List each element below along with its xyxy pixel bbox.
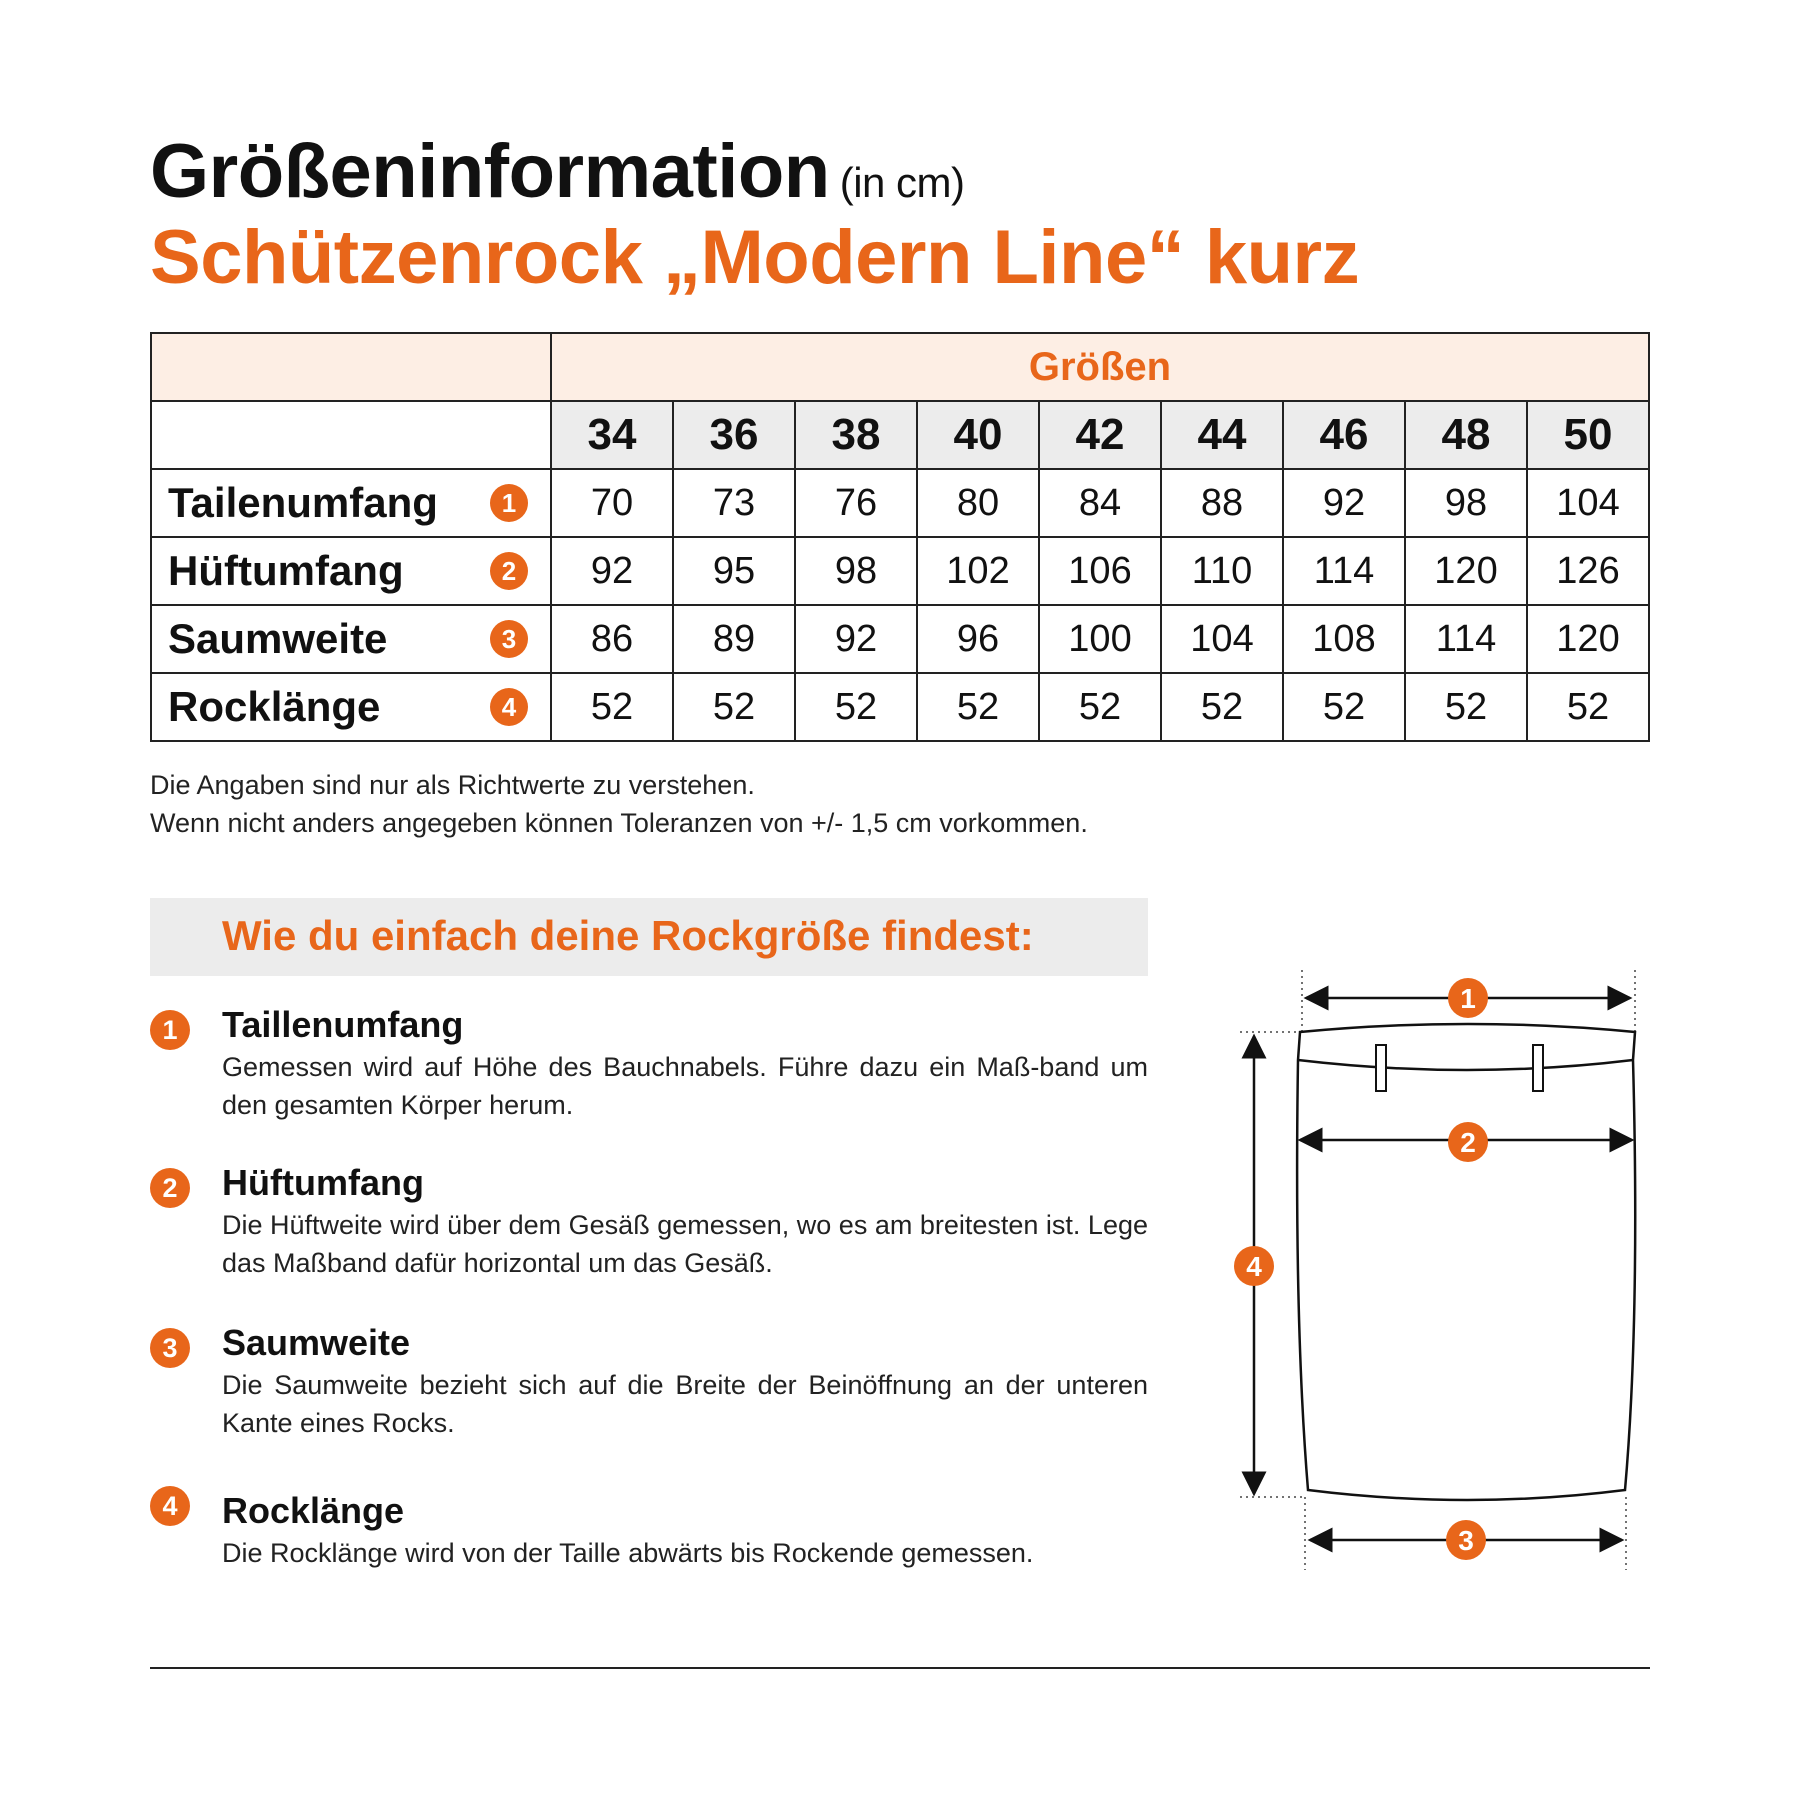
title-unit: (in cm) xyxy=(839,159,965,206)
row-label-text: Saumweite xyxy=(168,615,388,662)
table-cell: 104 xyxy=(1527,469,1649,537)
table-cell: 96 xyxy=(917,605,1039,673)
table-cell: 120 xyxy=(1527,605,1649,673)
marker-1-icon xyxy=(1448,978,1488,1018)
row-label-text: Rocklänge xyxy=(168,683,381,730)
row-label-hem xyxy=(151,605,551,673)
size-table xyxy=(150,332,1650,742)
row-label-hip xyxy=(151,537,551,605)
number-badge-icon: 1 xyxy=(150,1010,190,1050)
number-badge-icon: 1 xyxy=(490,484,528,522)
number-badge-icon: 3 xyxy=(490,620,528,658)
skirt-diagram xyxy=(1220,960,1660,1580)
table-cell: 52 xyxy=(1405,673,1527,741)
table-cell: 106 xyxy=(1039,537,1161,605)
table-cell: 104 xyxy=(1161,605,1283,673)
row-label-waist xyxy=(151,469,551,537)
table-row xyxy=(151,537,1649,605)
table-cell: 88 xyxy=(1161,469,1283,537)
table-cell: 102 xyxy=(917,537,1039,605)
page-subtitle: Schützenrock „Modern Line“ kurz xyxy=(150,215,1360,300)
note-line-2: Wenn nicht anders angegeben können Toleranzen von +/- 1,5 cm vorkommen. xyxy=(150,808,1088,838)
table-cell: 98 xyxy=(1405,469,1527,537)
size-header-cell: 38 xyxy=(795,401,917,469)
table-cell: 80 xyxy=(917,469,1039,537)
size-header-cell: 48 xyxy=(1405,401,1527,469)
table-cell: 52 xyxy=(551,673,673,741)
table-row xyxy=(151,605,1649,673)
marker-3-icon xyxy=(1446,1520,1486,1560)
page-title xyxy=(150,128,965,215)
table-cell: 52 xyxy=(673,673,795,741)
header-empty-cell xyxy=(151,333,551,401)
skirt-outline xyxy=(1297,1024,1635,1500)
table-cell: 84 xyxy=(1039,469,1161,537)
howto-item-title: Hüftumfang xyxy=(222,1162,424,1203)
title-text: Größeninformation xyxy=(150,129,830,214)
howto-item-title: Saumweite xyxy=(222,1322,411,1363)
svg-text:2: 2 xyxy=(1460,1127,1476,1158)
table-cell: 92 xyxy=(551,537,673,605)
howto-item-title: Taillenumfang xyxy=(222,1004,464,1045)
row-label-length xyxy=(151,673,551,741)
table-cell: 73 xyxy=(673,469,795,537)
table-cell: 114 xyxy=(1405,605,1527,673)
table-cell: 110 xyxy=(1161,537,1283,605)
belt-loop-right xyxy=(1533,1045,1543,1091)
table-cell: 52 xyxy=(1039,673,1161,741)
size-header-cell: 34 xyxy=(551,401,673,469)
size-header-cell: 50 xyxy=(1527,401,1649,469)
table-row xyxy=(151,673,1649,741)
howto-title: Wie du einfach deine Rockgröße findest: xyxy=(222,912,1034,959)
table-cell: 52 xyxy=(795,673,917,741)
number-badge-icon: 4 xyxy=(490,688,528,726)
marker-2-icon xyxy=(1448,1122,1488,1162)
size-header-cell: 40 xyxy=(917,401,1039,469)
marker-4-icon xyxy=(1234,1246,1274,1286)
svg-text:1: 1 xyxy=(1460,983,1476,1014)
table-cell: 98 xyxy=(795,537,917,605)
table-cell: 126 xyxy=(1527,537,1649,605)
table-cell: 52 xyxy=(1527,673,1649,741)
sizes-group-header: Größen xyxy=(551,333,1649,401)
table-cell: 86 xyxy=(551,605,673,673)
table-cell: 108 xyxy=(1283,605,1405,673)
note-line-1: Die Angaben sind nur als Richtwerte zu verstehen. xyxy=(150,770,755,800)
size-header-cell: 44 xyxy=(1161,401,1283,469)
howto-item-title: Rocklänge xyxy=(222,1490,405,1531)
size-header-cell: 46 xyxy=(1283,401,1405,469)
number-badge-icon: 2 xyxy=(150,1168,190,1208)
table-cell: 120 xyxy=(1405,537,1527,605)
table-cell: 70 xyxy=(551,469,673,537)
number-badge-icon: 3 xyxy=(150,1328,190,1368)
table-cell: 52 xyxy=(1161,673,1283,741)
bottom-divider xyxy=(150,1667,1650,1669)
size-label-empty-cell xyxy=(151,401,551,469)
table-cell: 92 xyxy=(1283,469,1405,537)
table-cell: 52 xyxy=(917,673,1039,741)
table-cell: 76 xyxy=(795,469,917,537)
table-cell: 95 xyxy=(673,537,795,605)
howto-item-text: Die Saumweite bezieht sich auf die Breite der Beinöffnung an der unteren Kante eines Rocks. xyxy=(222,1370,1148,1438)
number-badge-icon: 2 xyxy=(490,552,528,590)
row-label-text: Tailenumfang xyxy=(168,479,438,526)
howto-item-text: Die Rocklänge wird von der Taille abwärts bis Rockende gemessen. xyxy=(222,1538,1034,1568)
belt-loop-left xyxy=(1376,1045,1386,1091)
number-badge-icon: 4 xyxy=(150,1486,190,1526)
table-row xyxy=(151,469,1649,537)
table-cell: 92 xyxy=(795,605,917,673)
howto-item-text: Gemessen wird auf Höhe des Bauchnabels. Führe dazu ein Maß-band um den gesamten Körper herum. xyxy=(222,1052,1148,1120)
table-cell: 52 xyxy=(1283,673,1405,741)
size-header-cell: 42 xyxy=(1039,401,1161,469)
svg-text:4: 4 xyxy=(1246,1251,1262,1282)
row-label-text: Hüftumfang xyxy=(168,547,404,594)
howto-item-text: Die Hüftweite wird über dem Gesäß gemessen, wo es am breitesten ist. Lege das Maßband dafür horizontal um das Gesäß. xyxy=(222,1210,1148,1278)
size-header-cell: 36 xyxy=(673,401,795,469)
svg-text:3: 3 xyxy=(1458,1525,1474,1556)
table-cell: 114 xyxy=(1283,537,1405,605)
table-cell: 100 xyxy=(1039,605,1161,673)
table-cell: 89 xyxy=(673,605,795,673)
